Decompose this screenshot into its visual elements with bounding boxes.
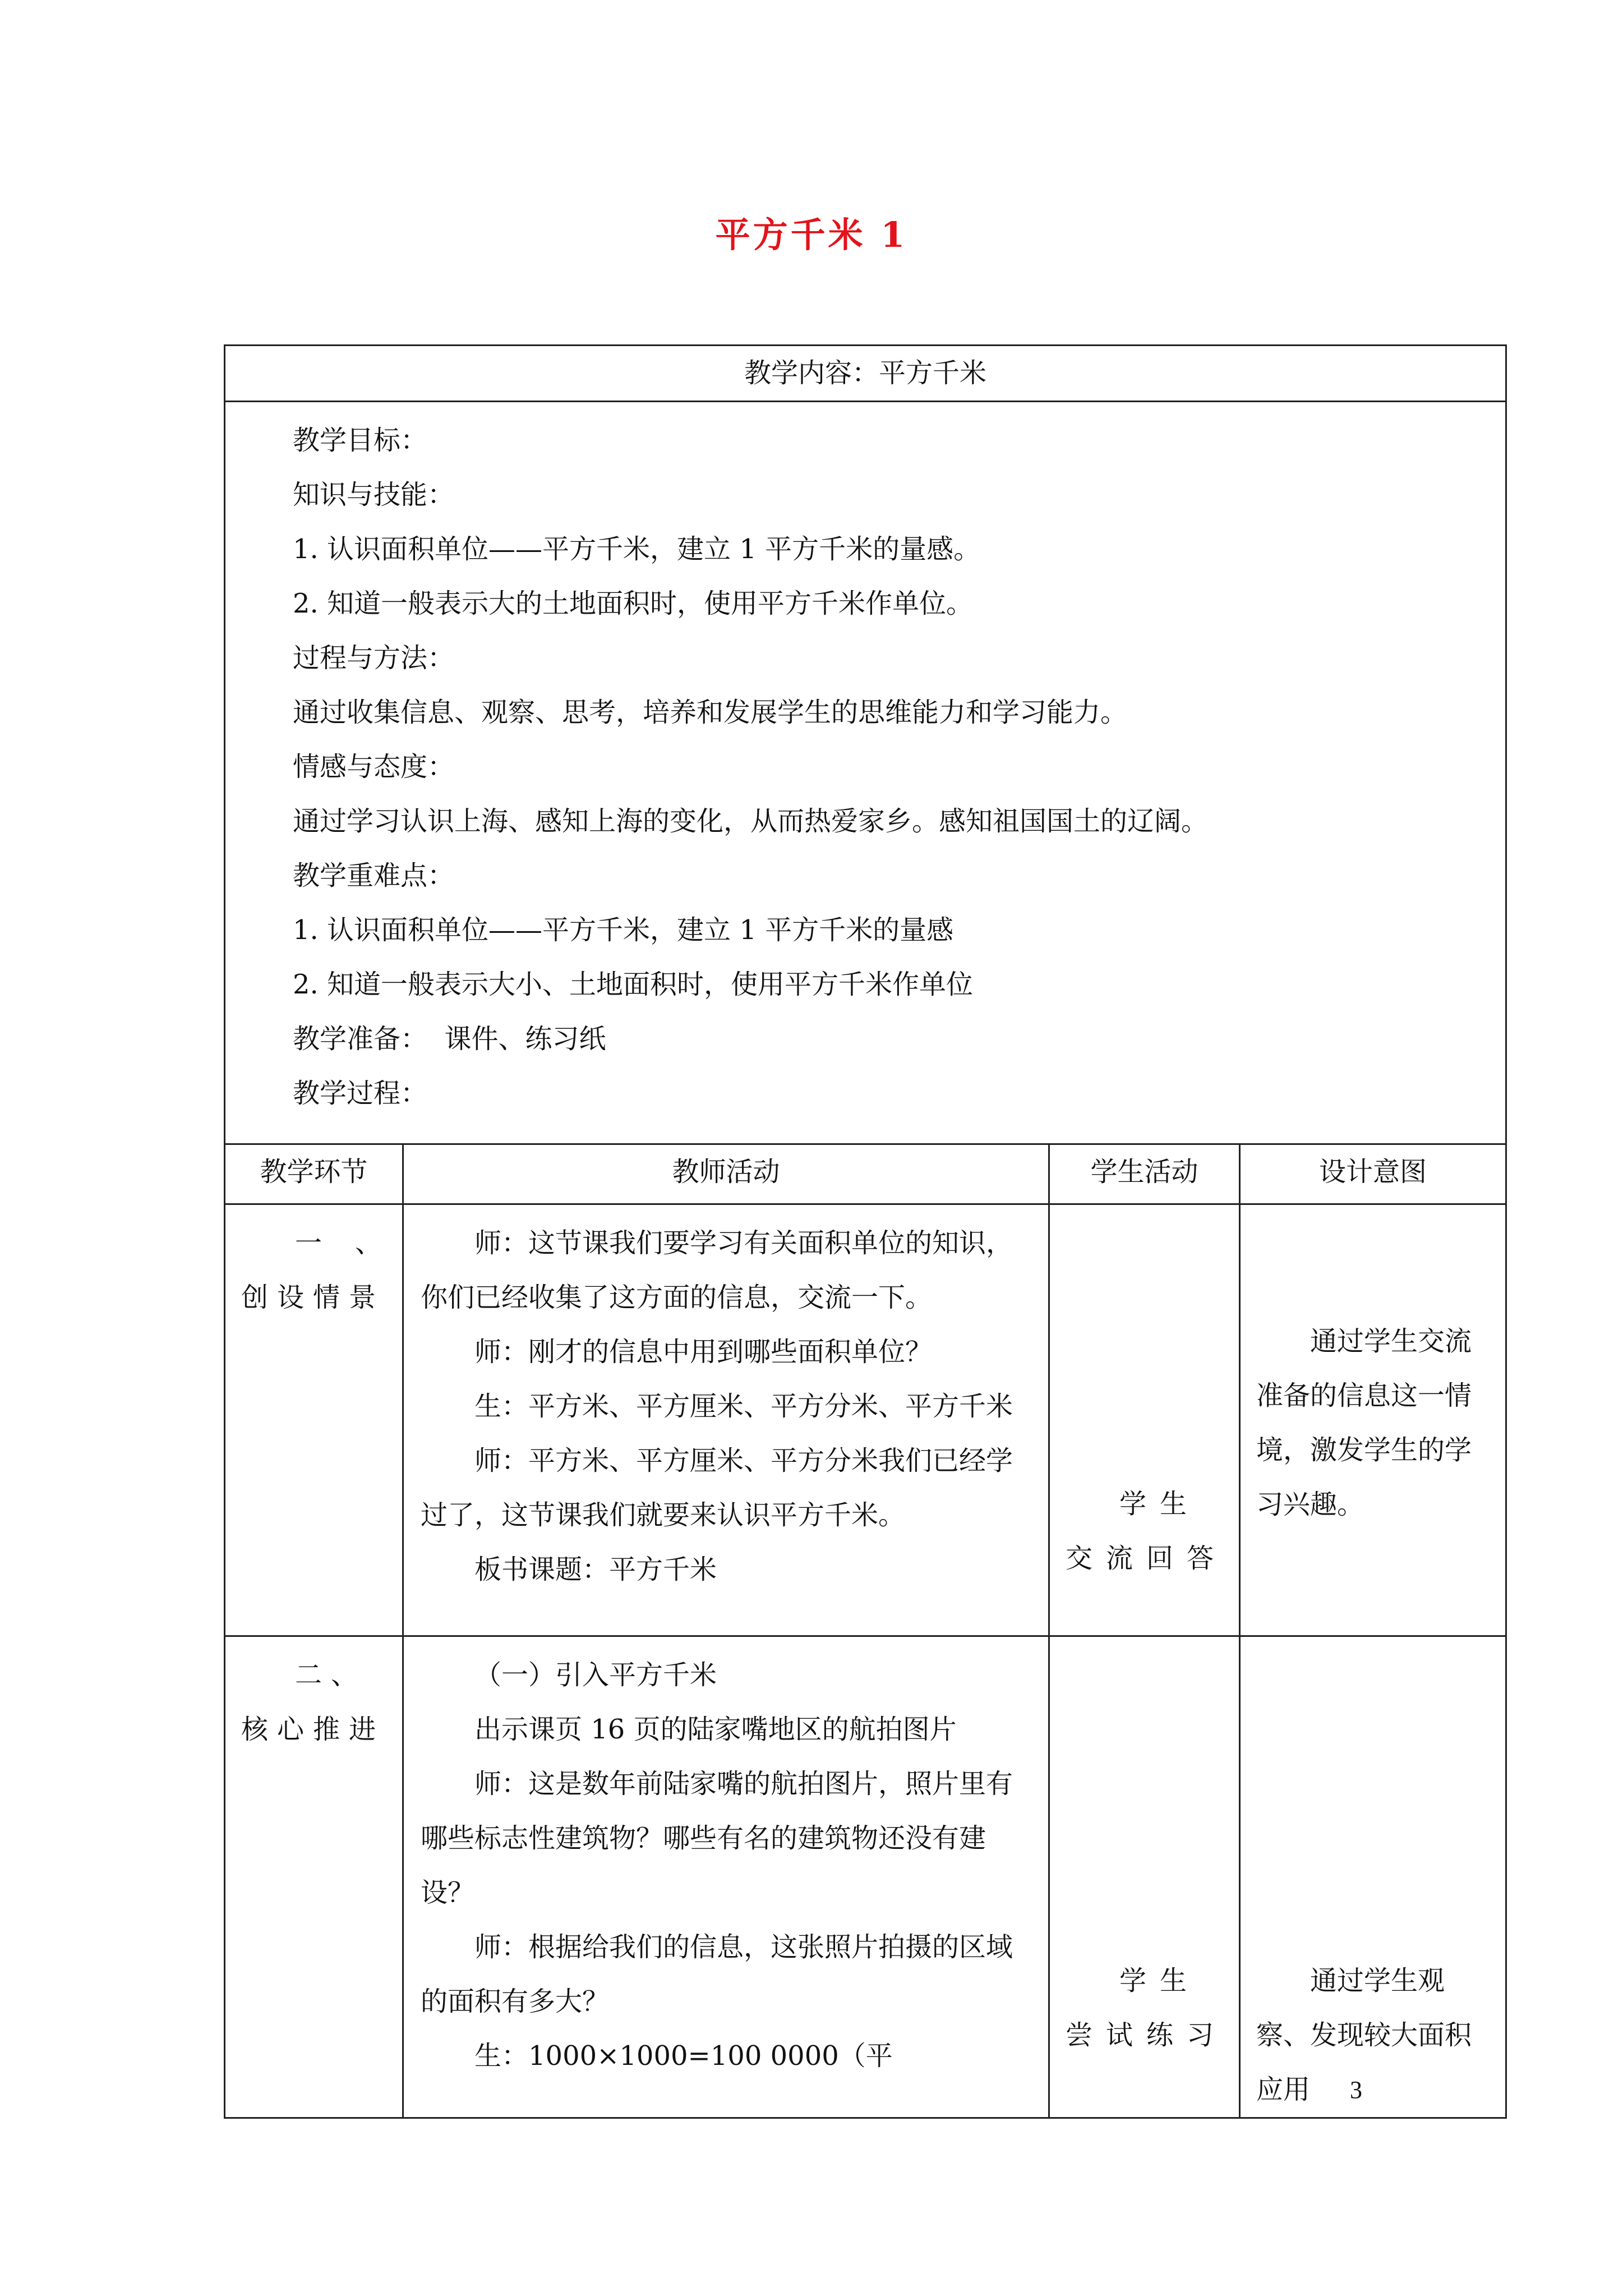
table-row [225,1204,1506,1636]
teacher-line: （一）引入平方千米 [474,1659,717,1691]
goals-section [225,402,1506,1144]
goals-emotion-item: 通过学习认识上海、感知上海的变化，从而热爱家乡。感知祖国国土的辽阔。 [293,806,1209,837]
key-points-heading: 教学重难点： [293,860,455,891]
goals-emotion-heading: 情感与态度： [293,751,455,783]
teacher-line: 生：1000×1000=100 0000（平 [474,2040,893,2072]
document-title: 平方千米 1 [715,214,908,255]
student-activity-text: 学生尝试练习 [1066,1965,1228,2051]
lesson-plan-table [224,344,1505,2119]
table-row [225,1636,1506,2118]
teacher-line: 出示课页 16 页的陆家嘴地区的航拍图片 [474,1714,957,1745]
teacher-line: 师：根据给我们的信息，这张照片拍摄的区域的面积有多大？ [421,1931,1013,2017]
teacher-line: 师：平方米、平方厘米、平方分米我们已经学过了，这节课我们就要来认识平方千米。 [421,1445,1013,1531]
stage-cell [225,1636,403,2118]
design-intent-text: 通过学生观察、发现较大面积应用 [1256,1965,1472,2105]
column-header-teacher: 教师活动 [403,1144,1049,1204]
teacher-activity-cell [403,1204,1049,1636]
key-points-item: 2. 知道一般表示大小、土地面积时，使用平方千米作单位 [293,969,974,1000]
design-intent-cell [1240,1204,1506,1636]
goals-knowledge-item: 2. 知道一般表示大的土地面积时，使用平方千米作单位。 [293,588,974,619]
stage-label: 一、创设情景 [241,1227,391,1313]
student-activity-text: 学生交流回答 [1066,1488,1228,1574]
student-activity-cell [1049,1636,1240,2118]
teacher-line: 生：平方米、平方厘米、平方分米、平方千米 [474,1391,1013,1422]
teacher-line: 板书课题：平方千米 [474,1554,717,1585]
teacher-line: 师：这节课我们要学习有关面积单位的知识，你们已经收集了这方面的信息，交流一下。 [421,1227,1013,1313]
student-activity-cell [1049,1204,1240,1636]
goals-heading: 教学目标： [293,425,428,456]
column-header-intent: 设计意图 [1240,1144,1506,1204]
content-header: 教学内容：平方千米 [225,346,1506,402]
goals-knowledge-heading: 知识与技能： [293,479,455,510]
preparation-line: 教学准备： 课件、练习纸 [293,1023,606,1055]
column-header-stage: 教学环节 [225,1144,403,1204]
teacher-line: 师：刚才的信息中用到哪些面积单位？ [474,1336,933,1368]
teacher-activity-cell [403,1636,1049,2118]
stage-label: 二、核心推进 [241,1659,385,1745]
design-intent-text: 通过学生交流准备的信息这一情境，激发学生的学习兴趣。 [1256,1326,1472,1520]
page-number: 3 [1350,2076,1362,2104]
goals-process-heading: 过程与方法： [293,642,455,674]
goals-knowledge-item: 1. 认识面积单位——平方千米，建立 1 平方千米的量感。 [293,533,981,565]
key-points-item: 1. 认识面积单位——平方千米，建立 1 平方千米的量感 [293,914,954,946]
teacher-line: 师：这是数年前陆家嘴的航拍图片，照片里有哪些标志性建筑物？哪些有名的建筑物还没有建设？ [421,1768,1013,1908]
process-heading: 教学过程： [293,1078,428,1109]
column-header-student: 学生活动 [1049,1144,1240,1204]
goals-process-item: 通过收集信息、观察、思考，培养和发展学生的思维能力和学习能力。 [293,697,1128,728]
stage-cell [225,1204,403,1636]
design-intent-cell [1240,1636,1506,2118]
